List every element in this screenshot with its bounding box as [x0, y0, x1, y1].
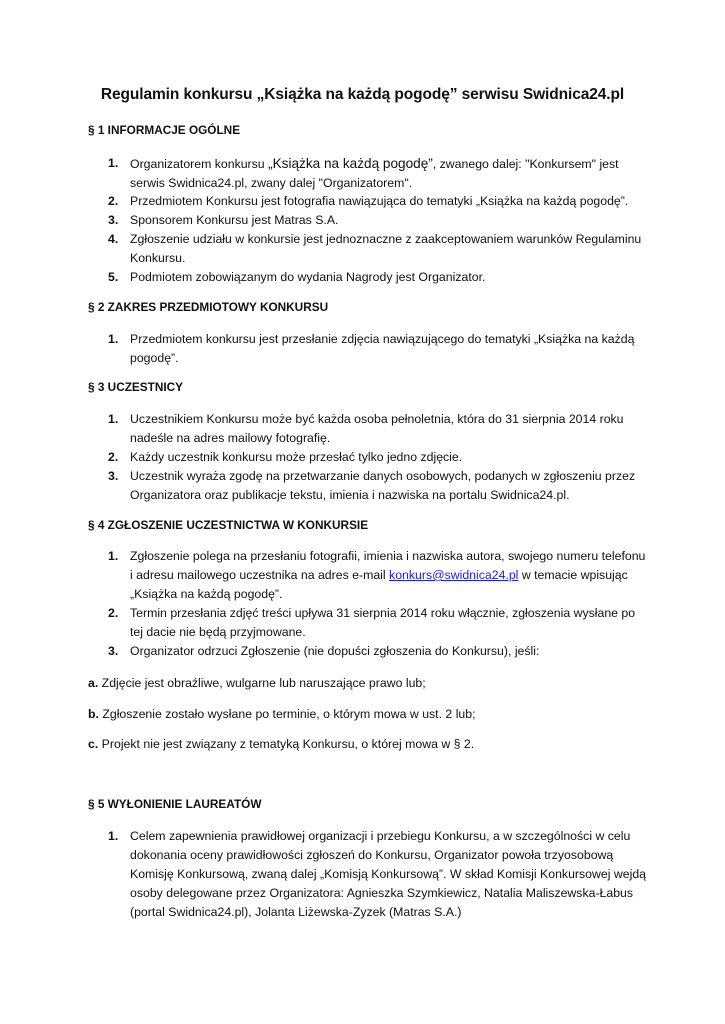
section-1-item-1	[108, 154, 648, 193]
section-5-heading: § 5 WYŁONIENIE LAUREATÓW	[88, 797, 262, 811]
section-1-item-2	[108, 192, 648, 211]
section-4-item-3	[108, 642, 648, 661]
item-number: 3.	[108, 213, 119, 227]
item-number: 1.	[108, 829, 119, 843]
item-text: Podmiotem zobowiązanym do wydania Nagrody jest Organizator.	[130, 270, 486, 284]
item-number: 5.	[108, 270, 119, 284]
section-3-item-2	[108, 448, 648, 467]
item-text: Przedmiotem Konkursu jest fotografia nawiązująca do tematyki „Książka na każdą pogodę”.	[130, 194, 629, 208]
letter-label: c.	[88, 737, 99, 751]
section-3-item-3	[108, 467, 648, 505]
item-text: Organizatorem konkursu „Książka na każdą pogodę”, zwanego dalej: "Konkursem" jest serwis Swidnica24.pl, zwany dalej "Organizatorem".	[130, 156, 619, 190]
item-text: Sponsorem Konkursu jest Matras S.A.	[130, 213, 339, 227]
item-number: 1.	[108, 549, 119, 563]
section-2-heading: § 2 ZAKRES PRZEDMIOTOWY KONKURSU	[88, 300, 329, 314]
section-1-item-3	[108, 211, 648, 230]
letter-label: b.	[88, 707, 99, 721]
item-text: Celem zapewnienia prawidłowej organizacji i przebiegu Konkursu, a w szczególności w celu dokonania oceny prawidłowości zgłoszeń do Konkursu, Organizator powoła trzyosobową Komisję Konkursową, zwaną dalej „Komisją Konkursową”. W skład Komisji Konkursowej wejdą osoby delegowane przez Organizatora: Agnieszka Szymkiewicz, Natalia Maliszewska-Łabus (portal Swidnica24.pl), Jolanta Liżewska-Zyzek (Matras S.A.)	[130, 829, 646, 919]
item-number: 1.	[108, 332, 119, 346]
item-text: Organizator odrzuci Zgłoszenie (nie dopuści zgłoszenia do Konkursu), jeśli:	[130, 644, 540, 658]
item-text: Uczestnikiem Konkursu może być każda osoba pełnoletnia, która do 31 sierpnia 2014 roku nadeśle na adres mailowy fotografię.	[130, 412, 624, 445]
section-1-item-4	[108, 230, 648, 268]
section-1-item-5	[108, 268, 648, 287]
item-number: 2.	[108, 606, 119, 620]
section-4-item-2	[108, 604, 648, 642]
item-number: 1.	[108, 156, 119, 170]
section-4-heading: § 4 ZGŁOSZENIE UCZESTNICTWA W KONKURSIE	[88, 518, 369, 532]
item-number: 2.	[108, 450, 119, 464]
item-number: 4.	[108, 232, 119, 246]
section-3-heading: § 3 UCZESTNICY	[88, 380, 184, 394]
section-4-item-1	[108, 547, 648, 604]
section-3-item-1	[108, 410, 648, 448]
item-number: 3.	[108, 644, 119, 658]
item-number: 1.	[108, 412, 119, 426]
item-number: 3.	[108, 469, 119, 483]
item-text: Przedmiotem konkursu jest przesłanie zdjęcia nawiązującego do tematyki „Książka na każdą pogodę”.	[130, 332, 635, 365]
rejection-condition-a: a. Zdjęcie jest obraźliwe, wulgarne lub naruszające prawo lub;	[88, 676, 426, 690]
section-5-item-1	[108, 827, 648, 922]
letter-label: a.	[88, 676, 99, 690]
item-text: Zgłoszenie polega na przesłaniu fotografii, imienia i nazwiska autora, swojego numeru telefonu i adresu mailowego uczestnika na adres e-mail konkurs@swidnica24.pl w temacie wpisując „Książka na każdą pogodę”.	[130, 549, 646, 601]
rejection-condition-c: c. Projekt nie jest związany z tematyką Konkursu, o której mowa w § 2.	[88, 737, 475, 751]
item-text: Termin przesłania zdjęć treści upływa 31 sierpnia 2014 roku włącznie, zgłoszenia wysłane po tej dacie nie będą przyjmowane.	[130, 606, 636, 639]
section-2-item-1	[108, 330, 648, 368]
email-link[interactable]: konkurs@swidnica24.pl	[389, 568, 519, 582]
document-title: Regulamin konkursu „Książka na każdą pogodę” serwisu Swidnica24.pl	[100, 86, 625, 103]
rejection-condition-b: b. Zgłoszenie zostało wysłane po terminie, o którym mowa w ust. 2 lub;	[88, 707, 476, 721]
item-text: Uczestnik wyraża zgodę na przetwarzanie danych osobowych, podanych w zgłoszeniu przez Organizatora oraz publikacje tekstu, imienia i nazwiska na portalu Swidnica24.pl.	[130, 469, 636, 502]
item-number: 2.	[108, 194, 119, 208]
item-text: Zgłoszenie udziału w konkursie jest jednoznaczne z zaakceptowaniem warunków Regulaminu Konkursu.	[130, 232, 642, 265]
section-1-heading: § 1 INFORMACJE OGÓLNE	[88, 123, 241, 137]
item-text: Każdy uczestnik konkursu może przesłać tylko jedno zdjęcie.	[130, 450, 463, 464]
